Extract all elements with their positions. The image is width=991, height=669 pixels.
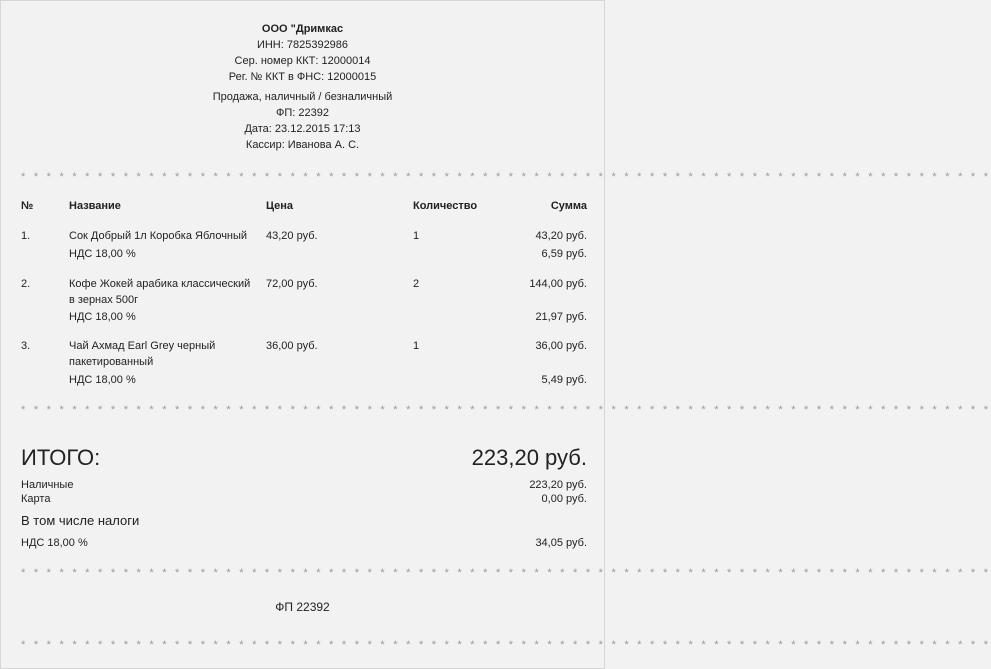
cash-label: Наличные — [21, 479, 74, 491]
item-name-line2: пакетированный — [69, 356, 154, 368]
column-name: Название — [69, 200, 121, 212]
item-name: Чай Ахмад Earl Grey черный — [69, 340, 216, 352]
column-qty: Количество — [413, 200, 478, 212]
cashier: Кассир: Иванова А. С. — [245, 139, 360, 151]
sale-type: Продажа, наличный / безналичный — [212, 91, 393, 103]
item-vat-sum: 6,59 руб. — [541, 248, 587, 260]
column-no: № — [21, 200, 34, 212]
item-name: Сок Добрый 1л Коробка Яблочный — [69, 230, 248, 242]
item-price: 72,00 руб. — [266, 278, 318, 290]
separator-4: * * * * * * * * * * * * * * * * * * * * * * * * * * * * * * * * * * * * * * * * * * * * * * * * * * * * * * * * * * * * * * * * * * * * * * * * * * * * — [21, 639, 991, 651]
taxes-label: В том числе налоги — [21, 513, 140, 528]
sale-info — [1, 89, 604, 153]
card-label: Карта — [21, 493, 51, 505]
footer-fiscal-sign: ФП 22392 — [275, 600, 330, 614]
separator-1: * * * * * * * * * * * * * * * * * * * * * * * * * * * * * * * * * * * * * * * * * * * * * * * * * * * * * * * * * * * * * * * * * * * * * * * * * * * * — [21, 171, 991, 183]
item-sum: 144,00 руб. — [529, 278, 587, 290]
item-qty: 1 — [413, 230, 420, 242]
item-vat-label: НДС 18,00 % — [69, 311, 136, 323]
cash-value: 223,20 руб. — [529, 479, 587, 491]
item-no: 3. — [21, 340, 31, 352]
inn: ИНН: 7825392986 — [256, 39, 349, 51]
receipt-header — [1, 21, 604, 85]
total-value: 223,20 руб. — [471, 445, 587, 470]
item-sum: 43,20 руб. — [535, 230, 587, 242]
fiscal-sign: ФП: 22392 — [276, 107, 329, 119]
column-sum: Сумма — [550, 200, 587, 212]
column-price: Цена — [266, 200, 294, 212]
item-name: Кофе Жокей арабика классический — [69, 278, 251, 290]
item-price: 43,20 руб. — [266, 230, 318, 242]
separator-3: * * * * * * * * * * * * * * * * * * * * * * * * * * * * * * * * * * * * * * * * * * * * * * * * * * * * * * * * * * * * * * * * * * * * * * * * * * * * — [21, 567, 991, 579]
card-value: 0,00 руб. — [541, 493, 587, 505]
company-name: ООО "Дримкас — [261, 23, 344, 35]
total-label: ИТОГО: — [21, 445, 101, 470]
item-name-line2: в зернах 500г — [69, 294, 139, 306]
item-qty: 1 — [413, 340, 420, 352]
kkt-serial: Сер. номер ККТ: 12000014 — [234, 55, 371, 67]
item-no: 2. — [21, 278, 31, 290]
separator-2: * * * * * * * * * * * * * * * * * * * * * * * * * * * * * * * * * * * * * * * * * * * * * * * * * * * * * * * * * * * * * * * * * * * * * * * * * * * * — [21, 404, 991, 416]
vat-total-value: 34,05 руб. — [535, 537, 587, 549]
item-vat-sum: 21,97 руб. — [535, 311, 587, 323]
sale-date: Дата: 23.12.2015 17:13 — [244, 123, 361, 135]
item-price: 36,00 руб. — [266, 340, 318, 352]
item-vat-sum: 5,49 руб. — [541, 374, 587, 386]
item-vat-label: НДС 18,00 % — [69, 248, 136, 260]
item-no: 1. — [21, 230, 31, 242]
kkt-registration: Рег. № ККТ в ФНС: 12000015 — [228, 71, 377, 83]
item-sum: 36,00 руб. — [535, 340, 587, 352]
vat-total-label: НДС 18,00 % — [21, 537, 88, 549]
item-vat-label: НДС 18,00 % — [69, 374, 136, 386]
item-qty: 2 — [413, 278, 420, 290]
